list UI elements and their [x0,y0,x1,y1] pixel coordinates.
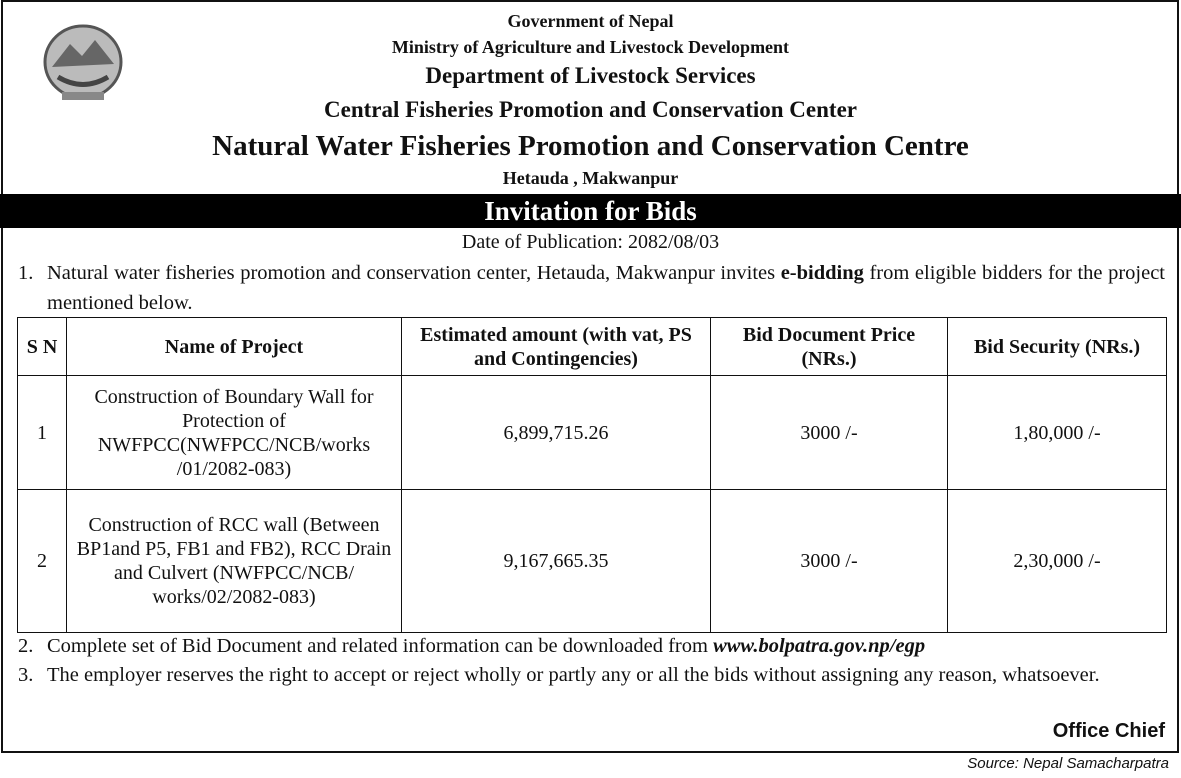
cell-sn: 2 [18,490,67,633]
col-estimate: Estimated amount (with vat, PS and Contingencies) [402,318,711,376]
projects-table [17,317,1167,633]
source-credit: Source: Nepal Samacharpatra [967,755,1169,772]
header-office-name: Natural Water Fisheries Promotion and Conservation Centre [212,130,969,162]
col-sn: S N [18,318,67,376]
header-department: Department of Livestock Services [425,63,756,88]
paragraph-1 [18,258,1165,318]
item-number: 3. [18,664,34,686]
paragraph-text: The employer reserves the right to accept or reject wholly or partly any or all the bids without assigning any reason, whatsoever. [47,664,1100,686]
cell-estimate: 9,167,665.35 [402,490,711,633]
header-location: Hetauda , Makwanpur [502,168,679,188]
col-doc-price: Bid Document Price (NRs.) [711,318,948,376]
header-government: Government of Nepal [507,11,674,31]
cell-doc-price: 3000 /- [711,490,948,633]
item-number: 1. [18,262,34,284]
cell-estimate: 6,899,715.26 [402,376,711,490]
table-row [18,490,1167,633]
cell-project: Construction of Boundary Wall for Protection of NWFPCC(NWFPCC/NCB/works /01/2082-083) [67,376,402,490]
cell-sn: 1 [18,376,67,490]
cell-security: 2,30,000 /- [948,490,1167,633]
col-security: Bid Security (NRs.) [948,318,1167,376]
col-project: Name of Project [67,318,402,376]
table-header-row [18,318,1167,376]
table-row [18,376,1167,490]
paragraph-text: from eligible bidders for the project mentioned below. [47,262,1166,314]
e-bidding-emphasis: e-bidding [780,262,864,284]
bolpatra-link[interactable]: www.bolpatra.gov.np/egp [713,635,926,657]
header-ministry: Ministry of Agriculture and Livestock Development [391,37,790,57]
publication-date: Date of Publication: 2082/08/03 [461,231,720,253]
paragraph-2 [18,631,1165,661]
cell-project: Construction of RCC wall (Between BP1and P5, FB1 and FB2), RCC Drain and Culvert (NWFPCC/NCB/ works/02/2082-083) [67,490,402,633]
cell-doc-price: 3000 /- [711,376,948,490]
item-number: 2. [18,635,34,657]
cell-security: 1,80,000 /- [948,376,1167,490]
notice-title: Invitation for Bids [0,194,1181,228]
paragraph-3 [18,660,1165,690]
signature: Office Chief [1052,720,1165,742]
paragraph-text: Natural water fisheries promotion and conservation center, Hetauda, Makwanpur invites [47,262,781,284]
header-central-center: Central Fisheries Promotion and Conservation Center [324,97,857,122]
paragraph-text: Complete set of Bid Document and related information can be downloaded from [47,635,714,657]
